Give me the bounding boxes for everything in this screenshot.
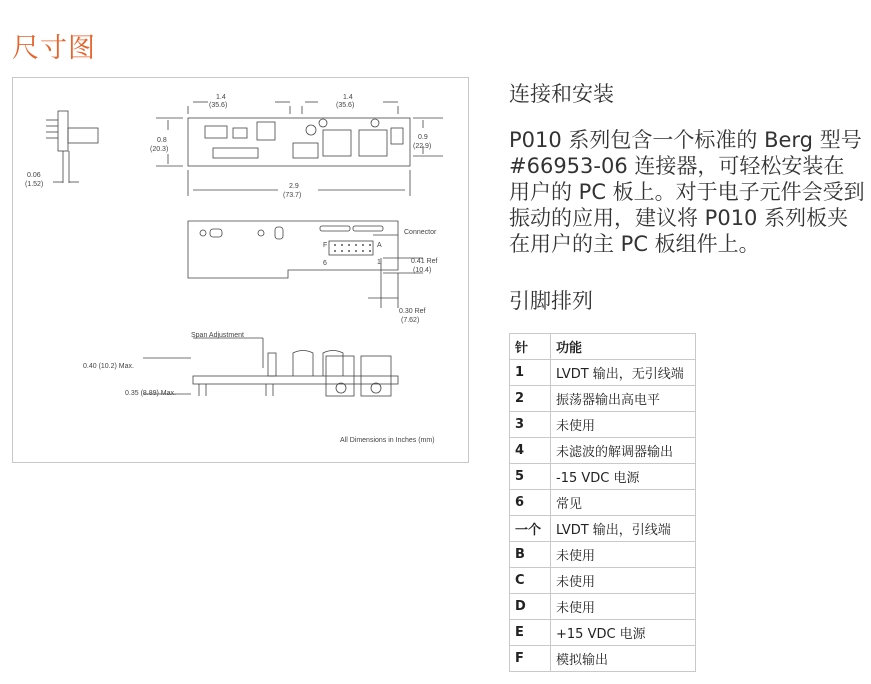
connector-a-label: A [377, 242, 382, 249]
table-row [510, 412, 696, 438]
table-row [510, 360, 696, 386]
top-view-board [188, 118, 410, 166]
table-row [510, 568, 696, 594]
table-header-row [510, 334, 696, 360]
function-cell: 常见 [551, 490, 696, 516]
connector-f-label: F [323, 242, 328, 249]
table-row [510, 620, 696, 646]
dim-top-right-width: 1.4 [343, 94, 353, 101]
column-header-pin: 针 [510, 334, 551, 360]
table-row [510, 386, 696, 412]
pin-cell: 一个 [510, 516, 551, 542]
connector-label: Connector [404, 229, 437, 236]
table-row [510, 464, 696, 490]
connector-1-label: 1 [377, 259, 381, 266]
connector-outline [329, 241, 373, 255]
pin-cell: D [510, 594, 551, 620]
dimension-drawing-svg [13, 78, 470, 464]
function-cell: 未使用 [551, 568, 696, 594]
function-cell: 振荡器输出高电平 [551, 386, 696, 412]
function-cell: 未使用 [551, 542, 696, 568]
table-row [510, 490, 696, 516]
dim-left-height: 0.8 [157, 137, 167, 144]
function-cell: 未使用 [551, 594, 696, 620]
function-cell: LVDT 输出，无引线端 [551, 360, 696, 386]
pin-cell: 5 [510, 464, 551, 490]
pinout-heading: 引脚排列 [509, 289, 593, 313]
connection-paragraph: P010 系列包含一个标准的 Berg 型号 #66953-06 连接器，可轻松安装在用户的 PC 板上。对于电子元件会受到振动的应用，建议将 P010 系列板夹在用户的主 PC 板组件上。 [509, 128, 865, 256]
units-note: All Dimensions in Inches (mm) [340, 437, 435, 444]
connector-pins [334, 244, 371, 252]
table-row [510, 438, 696, 464]
side-view-board [58, 111, 68, 151]
pin-cell: 3 [510, 412, 551, 438]
table-row [510, 646, 696, 672]
dim-right-height-mm: (22.9) [413, 143, 432, 150]
pin-cell: E [510, 620, 551, 646]
connector-6-label: 6 [323, 260, 327, 267]
dim-total-length-mm: (73.7) [283, 192, 302, 199]
page-title: 尺寸图 [12, 33, 96, 64]
pin-cell: 4 [510, 438, 551, 464]
span-adjustment-label: Span Adjustment [191, 332, 244, 339]
dim-thickness-mm: (1.52) [25, 181, 44, 188]
function-cell: +15 VDC 电源 [551, 620, 696, 646]
dim-left-height-mm: (20.3) [150, 146, 169, 153]
function-cell: 模拟输出 [551, 646, 696, 672]
table-row [510, 594, 696, 620]
dim-ref2: 0.30 Ref [399, 308, 426, 315]
dim-ref1: 0.41 Ref [411, 258, 438, 265]
connection-heading: 连接和安装 [509, 82, 614, 106]
dim-right-height: 0.9 [418, 134, 428, 141]
pin-cell: F [510, 646, 551, 672]
dimension-drawing [12, 77, 469, 463]
table-row [510, 542, 696, 568]
dim-top-left-width: 1.4 [216, 94, 226, 101]
function-cell: -15 VDC 电源 [551, 464, 696, 490]
middle-view-board [188, 221, 398, 278]
pin-cell: 1 [510, 360, 551, 386]
bottom-view-board [193, 376, 398, 384]
function-cell: 未滤波的解调器输出 [551, 438, 696, 464]
function-cell: LVDT 输出，引线端 [551, 516, 696, 542]
pin-cell: 2 [510, 386, 551, 412]
pin-cell: 6 [510, 490, 551, 516]
dim-total-length: 2.9 [289, 183, 299, 190]
dim-max-lead: 0.35 (8.89) Max. [125, 390, 176, 397]
table-row [510, 516, 696, 542]
column-header-function: 功能 [551, 334, 696, 360]
dim-thickness: 0.06 [27, 172, 41, 179]
dim-ref2-mm: (7.62) [401, 317, 420, 324]
pinout-table [509, 333, 696, 672]
pin-cell: B [510, 542, 551, 568]
dim-top-left-width-mm: (35.6) [209, 102, 228, 109]
dim-ref1-mm: (10.4) [413, 267, 432, 274]
pin-cell: C [510, 568, 551, 594]
function-cell: 未使用 [551, 412, 696, 438]
dim-max-height: 0.40 (10.2) Max. [83, 363, 134, 370]
dim-top-right-width-mm: (35.6) [336, 102, 355, 109]
